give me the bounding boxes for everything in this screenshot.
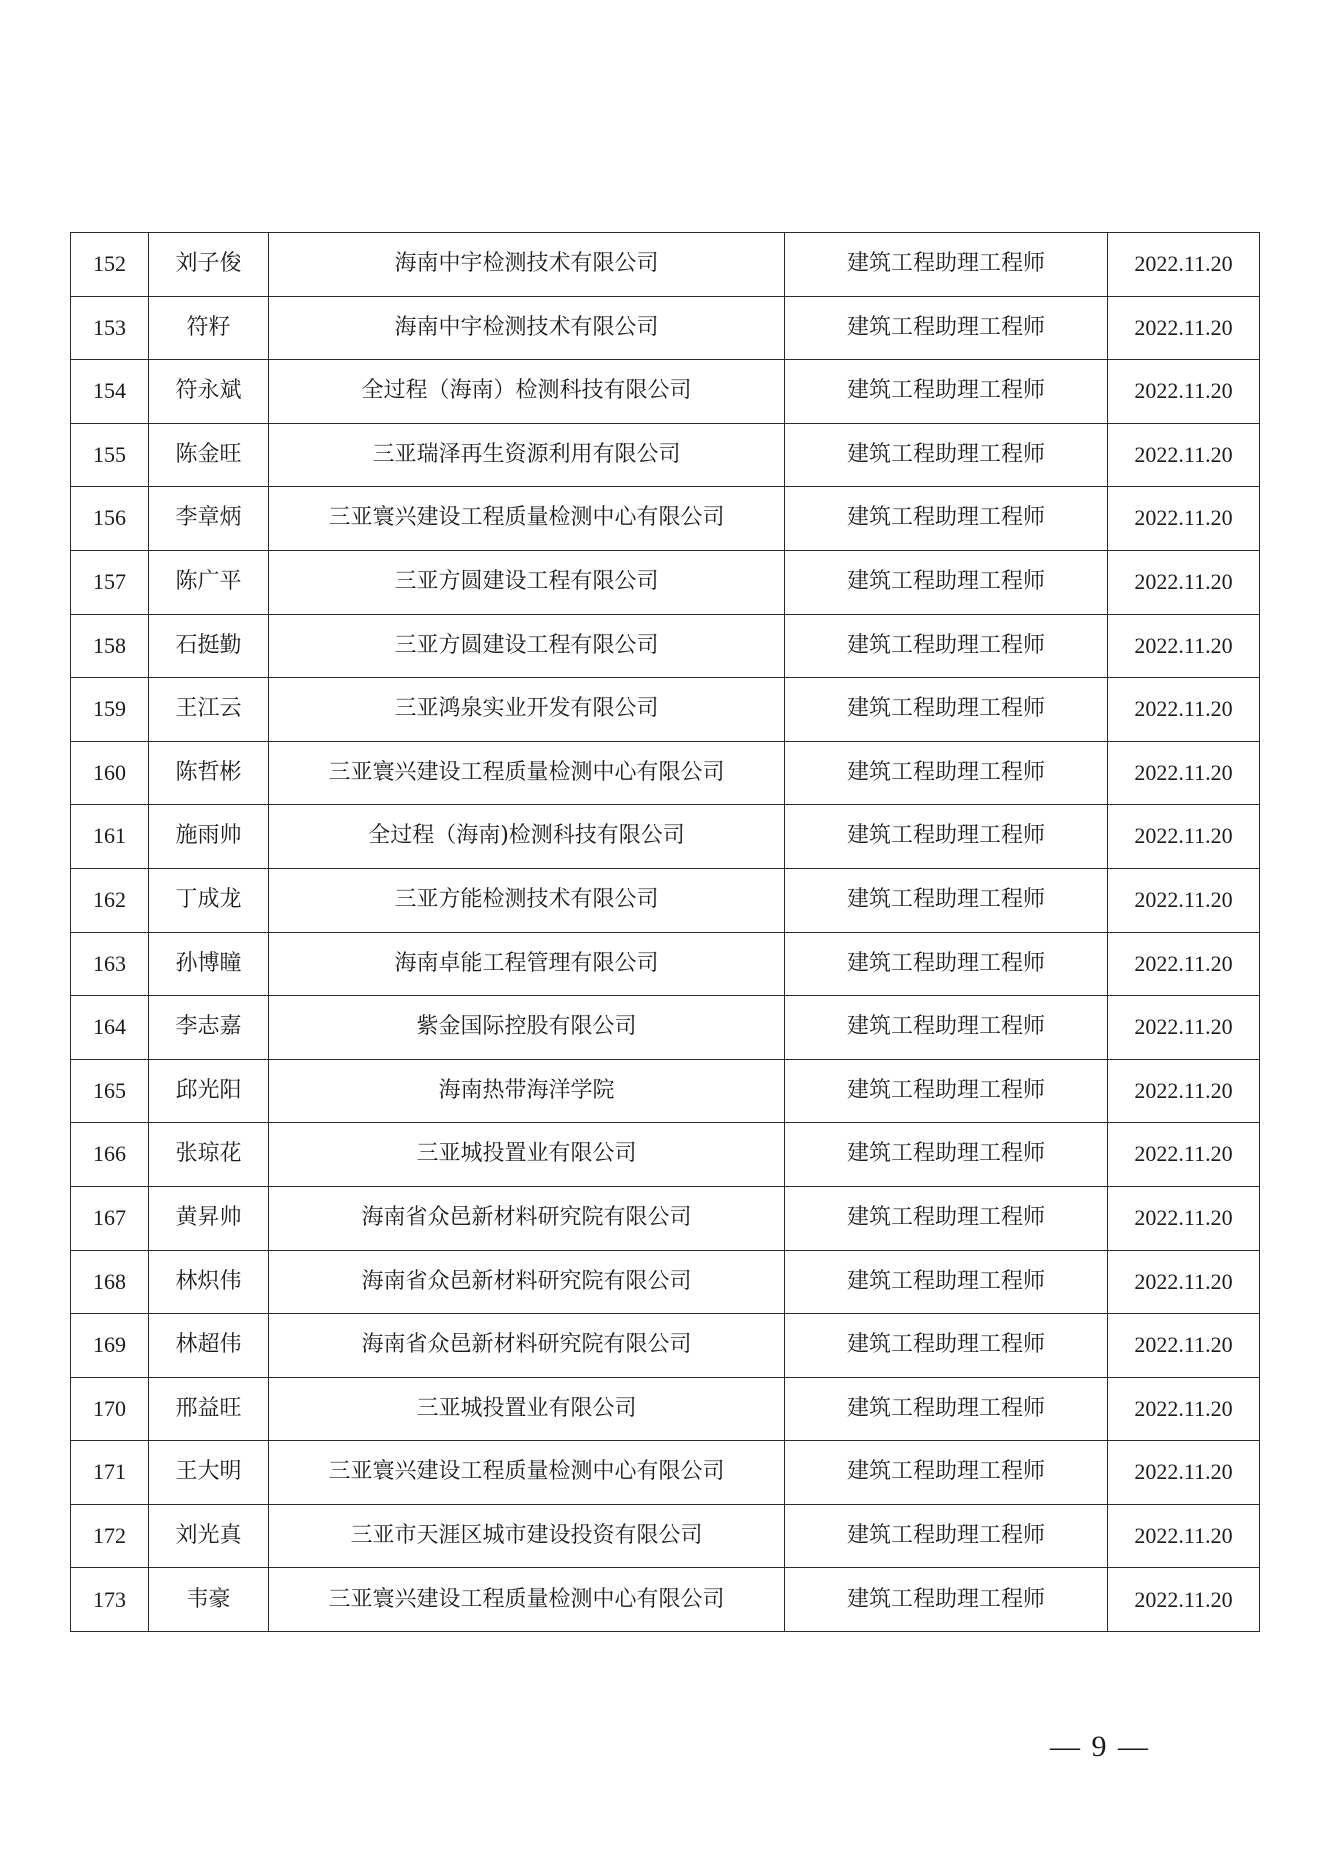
row-number: 154: [71, 360, 149, 424]
organization: 全过程（海南）检测科技有限公司: [269, 360, 785, 424]
date: 2022.11.20: [1108, 423, 1260, 487]
row-number: 156: [71, 487, 149, 551]
professional-title: 建筑工程助理工程师: [785, 550, 1108, 614]
organization: 海南中宇检测技术有限公司: [269, 233, 785, 297]
professional-title: 建筑工程助理工程师: [785, 678, 1108, 742]
person-name: 邢益旺: [149, 1377, 269, 1441]
person-name: 石挺勤: [149, 614, 269, 678]
date: 2022.11.20: [1108, 1059, 1260, 1123]
row-number: 168: [71, 1250, 149, 1314]
table-row: [71, 487, 1260, 551]
table-row: [71, 996, 1260, 1060]
professional-title: 建筑工程助理工程师: [785, 614, 1108, 678]
professional-title: 建筑工程助理工程师: [785, 1441, 1108, 1505]
person-name: 黄昇帅: [149, 1186, 269, 1250]
organization: 海南卓能工程管理有限公司: [269, 932, 785, 996]
table-row: [71, 1377, 1260, 1441]
date: 2022.11.20: [1108, 1441, 1260, 1505]
professional-title: 建筑工程助理工程师: [785, 423, 1108, 487]
person-name: 林炽伟: [149, 1250, 269, 1314]
organization: 三亚方圆建设工程有限公司: [269, 550, 785, 614]
professional-title: 建筑工程助理工程师: [785, 741, 1108, 805]
person-name: 陈广平: [149, 550, 269, 614]
person-name: 刘子俊: [149, 233, 269, 297]
date: 2022.11.20: [1108, 614, 1260, 678]
person-name: 丁成龙: [149, 868, 269, 932]
row-number: 163: [71, 932, 149, 996]
roster-table-body: [71, 233, 1260, 1632]
person-name: 施雨帅: [149, 805, 269, 869]
date: 2022.11.20: [1108, 1568, 1260, 1632]
table-row: [71, 360, 1260, 424]
organization: 三亚城投置业有限公司: [269, 1123, 785, 1187]
table-row: [71, 233, 1260, 297]
person-name: 林超伟: [149, 1314, 269, 1378]
table-row: [71, 1314, 1260, 1378]
date: 2022.11.20: [1108, 932, 1260, 996]
row-number: 169: [71, 1314, 149, 1378]
organization: 三亚寰兴建设工程质量检测中心有限公司: [269, 741, 785, 805]
professional-title: 建筑工程助理工程师: [785, 233, 1108, 297]
date: 2022.11.20: [1108, 1504, 1260, 1568]
organization: 三亚瑞泽再生资源利用有限公司: [269, 423, 785, 487]
table-row: [71, 1441, 1260, 1505]
date: 2022.11.20: [1108, 1250, 1260, 1314]
table-row: [71, 868, 1260, 932]
organization: 全过程（海南)检测科技有限公司: [269, 805, 785, 869]
row-number: 172: [71, 1504, 149, 1568]
row-number: 159: [71, 678, 149, 742]
row-number: 164: [71, 996, 149, 1060]
person-name: 李章炳: [149, 487, 269, 551]
table-row: [71, 423, 1260, 487]
table-row: [71, 1186, 1260, 1250]
row-number: 160: [71, 741, 149, 805]
organization: 三亚方能检测技术有限公司: [269, 868, 785, 932]
organization: 三亚寰兴建设工程质量检测中心有限公司: [269, 1568, 785, 1632]
table-row: [71, 741, 1260, 805]
organization: 三亚寰兴建设工程质量检测中心有限公司: [269, 1441, 785, 1505]
date: 2022.11.20: [1108, 360, 1260, 424]
organization: 三亚鸿泉实业开发有限公司: [269, 678, 785, 742]
professional-title: 建筑工程助理工程师: [785, 1123, 1108, 1187]
person-name: 刘光真: [149, 1504, 269, 1568]
table-row: [71, 678, 1260, 742]
table-row: [71, 805, 1260, 869]
date: 2022.11.20: [1108, 678, 1260, 742]
date: 2022.11.20: [1108, 296, 1260, 360]
professional-title: 建筑工程助理工程师: [785, 805, 1108, 869]
organization: 三亚城投置业有限公司: [269, 1377, 785, 1441]
person-name: 王大明: [149, 1441, 269, 1505]
row-number: 165: [71, 1059, 149, 1123]
row-number: 162: [71, 868, 149, 932]
row-number: 166: [71, 1123, 149, 1187]
date: 2022.11.20: [1108, 233, 1260, 297]
organization: 海南中宇检测技术有限公司: [269, 296, 785, 360]
organization: 紫金国际控股有限公司: [269, 996, 785, 1060]
professional-title: 建筑工程助理工程师: [785, 1504, 1108, 1568]
professional-title: 建筑工程助理工程师: [785, 1377, 1108, 1441]
row-number: 153: [71, 296, 149, 360]
professional-title: 建筑工程助理工程师: [785, 932, 1108, 996]
table-row: [71, 550, 1260, 614]
table-row: [71, 932, 1260, 996]
person-name: 韦豪: [149, 1568, 269, 1632]
professional-title: 建筑工程助理工程师: [785, 1059, 1108, 1123]
row-number: 157: [71, 550, 149, 614]
row-number: 161: [71, 805, 149, 869]
organization: 三亚寰兴建设工程质量检测中心有限公司: [269, 487, 785, 551]
professional-title: 建筑工程助理工程师: [785, 1250, 1108, 1314]
person-name: 王江云: [149, 678, 269, 742]
row-number: 158: [71, 614, 149, 678]
organization: 海南省众邑新材料研究院有限公司: [269, 1314, 785, 1378]
row-number: 173: [71, 1568, 149, 1632]
professional-title: 建筑工程助理工程师: [785, 868, 1108, 932]
date: 2022.11.20: [1108, 868, 1260, 932]
row-number: 155: [71, 423, 149, 487]
table-row: [71, 1504, 1260, 1568]
date: 2022.11.20: [1108, 741, 1260, 805]
organization: 海南省众邑新材料研究院有限公司: [269, 1186, 785, 1250]
date: 2022.11.20: [1108, 550, 1260, 614]
date: 2022.11.20: [1108, 487, 1260, 551]
table-row: [71, 1059, 1260, 1123]
date: 2022.11.20: [1108, 1377, 1260, 1441]
professional-title: 建筑工程助理工程师: [785, 360, 1108, 424]
professional-title: 建筑工程助理工程师: [785, 1568, 1108, 1632]
professional-title: 建筑工程助理工程师: [785, 296, 1108, 360]
organization: 海南热带海洋学院: [269, 1059, 785, 1123]
table-row: [71, 1568, 1260, 1632]
table-row: [71, 1123, 1260, 1187]
professional-title: 建筑工程助理工程师: [785, 996, 1108, 1060]
person-name: 符籽: [149, 296, 269, 360]
table-row: [71, 296, 1260, 360]
table-row: [71, 1250, 1260, 1314]
table-row: [71, 614, 1260, 678]
organization: 海南省众邑新材料研究院有限公司: [269, 1250, 785, 1314]
roster-table: [70, 232, 1260, 1632]
date: 2022.11.20: [1108, 996, 1260, 1060]
person-name: 陈哲彬: [149, 741, 269, 805]
date: 2022.11.20: [1108, 1314, 1260, 1378]
row-number: 152: [71, 233, 149, 297]
organization: 三亚市天涯区城市建设投资有限公司: [269, 1504, 785, 1568]
professional-title: 建筑工程助理工程师: [785, 1314, 1108, 1378]
organization: 三亚方圆建设工程有限公司: [269, 614, 785, 678]
person-name: 李志嘉: [149, 996, 269, 1060]
person-name: 陈金旺: [149, 423, 269, 487]
professional-title: 建筑工程助理工程师: [785, 1186, 1108, 1250]
row-number: 170: [71, 1377, 149, 1441]
person-name: 邱光阳: [149, 1059, 269, 1123]
row-number: 167: [71, 1186, 149, 1250]
person-name: 符永斌: [149, 360, 269, 424]
page-number: — 9 —: [1050, 1730, 1150, 1763]
date: 2022.11.20: [1108, 1186, 1260, 1250]
date: 2022.11.20: [1108, 805, 1260, 869]
person-name: 孙博瞳: [149, 932, 269, 996]
person-name: 张琼花: [149, 1123, 269, 1187]
date: 2022.11.20: [1108, 1123, 1260, 1187]
row-number: 171: [71, 1441, 149, 1505]
professional-title: 建筑工程助理工程师: [785, 487, 1108, 551]
